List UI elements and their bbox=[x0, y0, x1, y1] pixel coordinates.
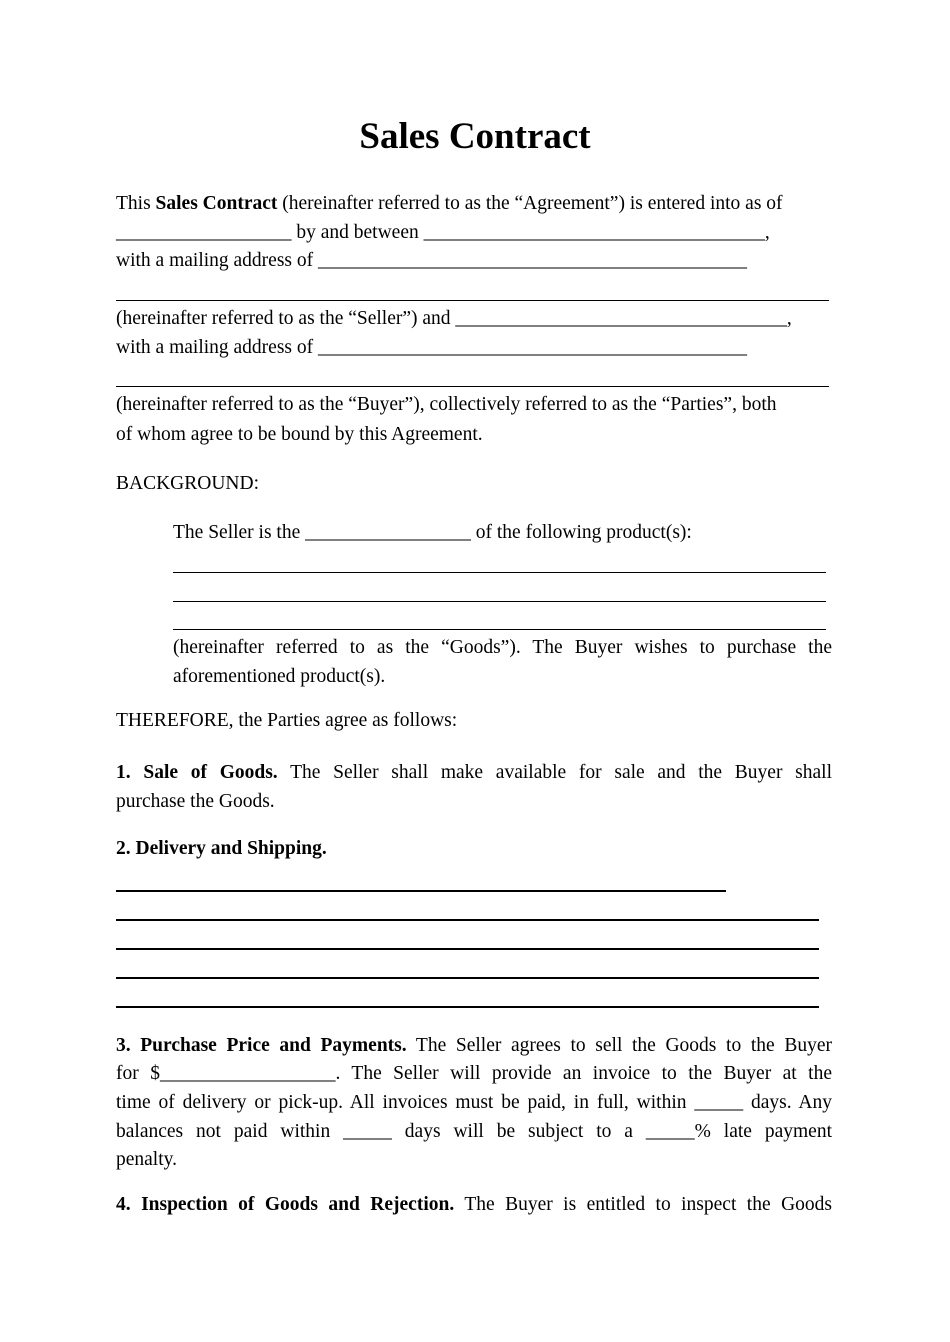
delivery-blank-line bbox=[116, 919, 819, 921]
intro-text: (hereinafter referred to as the “Agreement”) is entered into as of bbox=[277, 193, 783, 214]
section-3-line-4: balances not paid within _____ days will be subject to a _____% late payment bbox=[116, 1121, 832, 1142]
background-heading: BACKGROUND: bbox=[116, 473, 260, 494]
background-line-1: The Seller is the _________________ of the following product(s): bbox=[173, 522, 692, 543]
product-blank-line bbox=[173, 629, 826, 630]
section-4-line-1 bbox=[116, 1193, 832, 1217]
section-3-text: The Seller agrees to sell the Goods to the Buyer bbox=[415, 1035, 832, 1056]
delivery-blank-line bbox=[116, 1006, 819, 1008]
goods-line-2: aforementioned product(s). bbox=[173, 666, 386, 687]
section-3-heading: 3. Purchase Price and Payments. bbox=[116, 1035, 407, 1056]
buyer-address-blank bbox=[116, 386, 829, 387]
therefore-clause: THEREFORE, the Parties agree as follows: bbox=[116, 710, 458, 731]
document-title: Sales Contract bbox=[359, 116, 591, 157]
delivery-blank-line bbox=[116, 977, 819, 979]
intro-line-3: with a mailing address of ____________________________________________ bbox=[116, 250, 747, 271]
seller-address-blank bbox=[116, 300, 829, 301]
section-4-heading: 4. Inspection of Goods and Rejection. bbox=[116, 1194, 455, 1215]
section-1-line-2: purchase the Goods. bbox=[116, 791, 275, 812]
delivery-blank-line bbox=[116, 890, 726, 892]
intro-bold-term: Sales Contract bbox=[155, 193, 278, 214]
intro-text: This bbox=[116, 193, 156, 214]
section-1-text: The Seller shall make available for sale and the Buyer shall bbox=[290, 762, 833, 783]
section-4-text: The Buyer is entitled to inspect the Goods bbox=[464, 1194, 832, 1215]
product-blank-line bbox=[173, 601, 826, 602]
section-2-heading bbox=[116, 837, 834, 861]
intro-line-6: with a mailing address of ____________________________________________ bbox=[116, 337, 747, 358]
section-3-line-3: time of delivery or pick-up. All invoices must be paid, in full, within _____ days. Any bbox=[116, 1092, 832, 1113]
section-3-line-5: penalty. bbox=[116, 1149, 178, 1170]
section-2-heading-text: 2. Delivery and Shipping. bbox=[116, 838, 327, 859]
product-blank-line bbox=[173, 572, 826, 573]
goods-line-1: (hereinafter referred to as the “Goods”). The Buyer wishes to purchase the bbox=[173, 637, 832, 658]
section-3-line-1 bbox=[116, 1034, 832, 1058]
intro-line-1 bbox=[116, 192, 834, 216]
section-1-heading: 1. Sale of Goods. bbox=[116, 762, 278, 783]
intro-line-8: (hereinafter referred to as the “Buyer”), collectively referred to as the “Parties”, both bbox=[116, 394, 777, 415]
intro-line-2: __________________ by and between ___________________________________, bbox=[116, 222, 770, 243]
intro-line-5: (hereinafter referred to as the “Seller”) and __________________________________, bbox=[116, 308, 792, 329]
section-3-line-2: for $__________________. The Seller will provide an invoice to the Buyer at the bbox=[116, 1063, 832, 1084]
delivery-blank-line bbox=[116, 948, 819, 950]
section-1-line-1 bbox=[116, 761, 832, 785]
intro-line-9: of whom agree to be bound by this Agreement. bbox=[116, 424, 483, 445]
